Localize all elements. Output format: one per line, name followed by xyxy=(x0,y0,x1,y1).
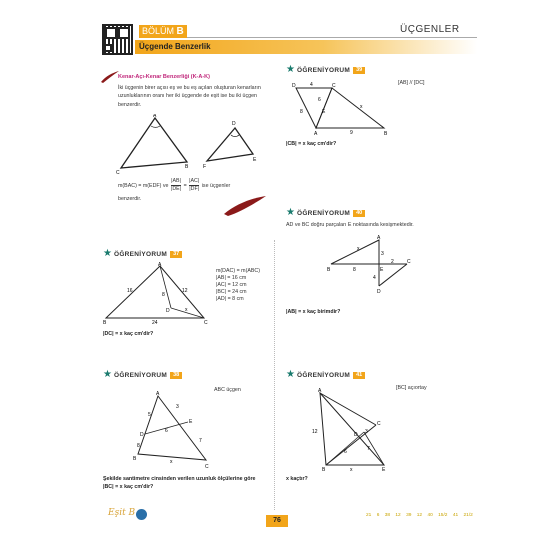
ex40-2: 2 xyxy=(391,259,394,265)
example-38-question-2: |BC| = x kaç cm'dir? xyxy=(103,484,154,490)
given-line: |BC| = 24 cm xyxy=(216,289,247,295)
answer-item: 21/2 xyxy=(463,513,473,518)
ex38-6: 6 xyxy=(165,428,168,434)
label-B: B xyxy=(185,164,189,170)
frac1-top: |AB| xyxy=(171,178,181,184)
ex40-3: 3 xyxy=(381,251,384,257)
ogreniyorum-label: ÖĞRENİYORUM xyxy=(296,66,351,74)
answer-item: 39 xyxy=(406,513,412,518)
section-letter: B xyxy=(176,26,184,37)
ex38-B: B xyxy=(133,456,137,462)
ex39-8: 8 xyxy=(300,109,303,115)
example-37-question: |DC| = x kaç cm'dir? xyxy=(103,331,154,337)
label-A: A xyxy=(153,114,157,119)
fraction-ab-de xyxy=(171,178,181,193)
example-number: 37 xyxy=(170,251,182,258)
formula-prefix: m(BAC) = m(EDF) ve xyxy=(118,182,169,189)
ex39-E: E xyxy=(322,109,326,115)
ex37-C: C xyxy=(204,320,208,326)
ex40-C: C xyxy=(407,259,411,265)
ogreniyorum-label: ÖĞRENİYORUM xyxy=(296,209,351,217)
example-40-figure xyxy=(323,232,413,296)
label-D: D xyxy=(232,121,236,127)
example-41-header xyxy=(286,370,365,380)
topic-title: Üçgende Benzerlik xyxy=(139,42,211,51)
frac1-bottom: |DE| xyxy=(170,186,182,192)
publisher-logo-icon xyxy=(136,509,147,520)
ex41-12: 12 xyxy=(312,429,318,435)
example-41-note: [BC] açıortay xyxy=(396,385,427,391)
example-38-question-1: Şekilde santimetre cinsinden verilen uzunluk ölçülerine göre xyxy=(103,476,256,482)
ex41-D: D xyxy=(354,432,358,438)
ex40-A: A xyxy=(377,235,381,241)
example-39-question: |CB| = x kaç cm'dir? xyxy=(286,141,337,147)
page-number: 76 xyxy=(266,515,288,527)
section-label: BÖLÜM xyxy=(142,26,175,36)
header-divider xyxy=(187,37,477,38)
ex40-E: E xyxy=(380,267,384,273)
ex41-B: B xyxy=(322,467,326,471)
example-38-figure xyxy=(132,390,216,472)
ex38-3: 3 xyxy=(176,404,179,410)
ex40-B: B xyxy=(327,267,331,273)
example-40-question: |AB| = x kaç birimdir? xyxy=(286,309,341,315)
frac2-bottom: |DF| xyxy=(189,186,200,192)
given-line: |AD| = 8 cm xyxy=(216,296,244,302)
star-icon: ★ xyxy=(286,207,295,218)
example-38-note: ABC üçgen xyxy=(214,387,241,393)
example-37-header xyxy=(103,249,182,259)
ogreniyorum-label: ÖĞRENİYORUM xyxy=(113,371,168,379)
example-39-figure xyxy=(288,80,398,138)
example-40-note: AD ve BC doğru parçaları E noktasında kesişmektedir. xyxy=(286,222,414,228)
theory-triangles xyxy=(115,114,275,176)
ex41-E: E xyxy=(382,467,386,471)
qr-corner-marker xyxy=(104,44,112,52)
unit-title: ÜÇGENLER xyxy=(400,24,460,35)
ex38-7: 7 xyxy=(199,438,202,444)
example-41-question: x kaçtır? xyxy=(286,476,308,482)
ex40-8: 8 xyxy=(353,267,356,273)
fraction-ac-df xyxy=(189,178,199,193)
ex37-D: D xyxy=(166,308,170,314)
example-38-header xyxy=(103,370,182,380)
ex38-C: C xyxy=(205,464,209,470)
ex39-B: B xyxy=(384,131,388,137)
ex37-24: 24 xyxy=(152,320,158,326)
footer-signature: Eşit B xyxy=(108,508,136,518)
star-icon: ★ xyxy=(103,369,112,380)
ex38-A: A xyxy=(156,391,160,397)
brush-swoosh-icon xyxy=(222,194,268,218)
example-number: 38 xyxy=(170,372,182,379)
ogreniyorum-label: ÖĞRENİYORUM xyxy=(296,371,351,379)
ex40-x: x xyxy=(357,246,360,252)
answer-item: 21 xyxy=(366,513,372,518)
given-line: |AB| = 16 cm xyxy=(216,275,247,281)
ex38-5: 5 xyxy=(148,412,151,418)
example-37-figure xyxy=(100,262,215,328)
ex39-x: x xyxy=(360,104,363,110)
ex39-D: D xyxy=(292,83,296,89)
ex38-x: x xyxy=(170,459,173,465)
given-line: m(DAC) = m(ABC) xyxy=(216,268,260,274)
answer-item: 38 xyxy=(384,513,391,518)
ex41-x: x xyxy=(350,467,353,471)
ex37-12: 12 xyxy=(182,288,188,294)
star-icon: ★ xyxy=(286,64,295,75)
ex38-D: D xyxy=(140,432,144,438)
theory-formula xyxy=(118,178,230,193)
ex37-x: x xyxy=(185,307,188,313)
answer-key xyxy=(366,513,477,518)
label-E: E xyxy=(253,157,257,163)
frac2-top: |AC| xyxy=(189,178,200,184)
example-39-header xyxy=(286,65,365,75)
ex41-A: A xyxy=(318,388,322,394)
ex39-9: 9 xyxy=(350,130,353,136)
example-39-note: [AB] // [DC] xyxy=(398,80,425,86)
example-40-header xyxy=(286,208,365,218)
ex37-A: A xyxy=(158,262,162,268)
theory-title: Kenar-Açı-Kenar Benzerliği (K-A-K) xyxy=(118,74,210,80)
formula-line2: benzerdir. xyxy=(118,196,142,202)
answer-item: 12 xyxy=(416,513,423,518)
ogreniyorum-label: ÖĞRENİYORUM xyxy=(113,250,168,258)
ex39-4: 4 xyxy=(310,82,313,88)
column-divider xyxy=(274,240,275,510)
star-icon: ★ xyxy=(286,369,295,380)
label-C: C xyxy=(116,170,120,176)
formula-suffix: ise üçgenler xyxy=(201,182,231,189)
example-number: 41 xyxy=(353,372,365,379)
example-number: 40 xyxy=(353,210,365,217)
ex40-4: 4 xyxy=(373,275,376,281)
ex37-8: 8 xyxy=(162,292,165,298)
ex38-8: 8 xyxy=(137,443,140,449)
ex37-B: B xyxy=(103,320,107,326)
label-F: F xyxy=(203,164,207,170)
brush-stroke-icon xyxy=(100,70,120,84)
ex39-A: A xyxy=(314,131,318,137)
ex39-C: C xyxy=(332,83,336,89)
example-37-givens xyxy=(216,268,260,303)
ex38-E: E xyxy=(189,419,193,425)
answer-item: 6 xyxy=(376,513,380,518)
section-badge xyxy=(139,25,187,38)
formula-eq: = xyxy=(183,182,187,189)
ex40-D: D xyxy=(377,289,381,295)
ex41-C: C xyxy=(377,421,381,427)
star-icon: ★ xyxy=(103,248,112,259)
ex39-6: 6 xyxy=(318,97,321,103)
example-41-figure xyxy=(310,385,392,471)
ex41-3: 3 xyxy=(365,429,368,435)
given-line: |AC| = 12 cm xyxy=(216,282,247,288)
ex37-16: 16 xyxy=(127,288,133,294)
ex41-6: 6 xyxy=(344,449,347,455)
answer-item: 12 xyxy=(395,513,401,518)
theory-text: İki üçgenin birer açısı eş ve bu eş açıları oluşturan kenarların uzunluklarının oranı her iki üçgende de eşit ise bu iki üçgen benzerdir. xyxy=(118,85,261,108)
example-number: 39 xyxy=(353,67,365,74)
answer-item: 40 xyxy=(427,513,433,518)
answer-item: 15/2 xyxy=(438,513,448,518)
answer-item: 41 xyxy=(452,513,459,518)
ex41-7: 7 xyxy=(367,446,370,452)
